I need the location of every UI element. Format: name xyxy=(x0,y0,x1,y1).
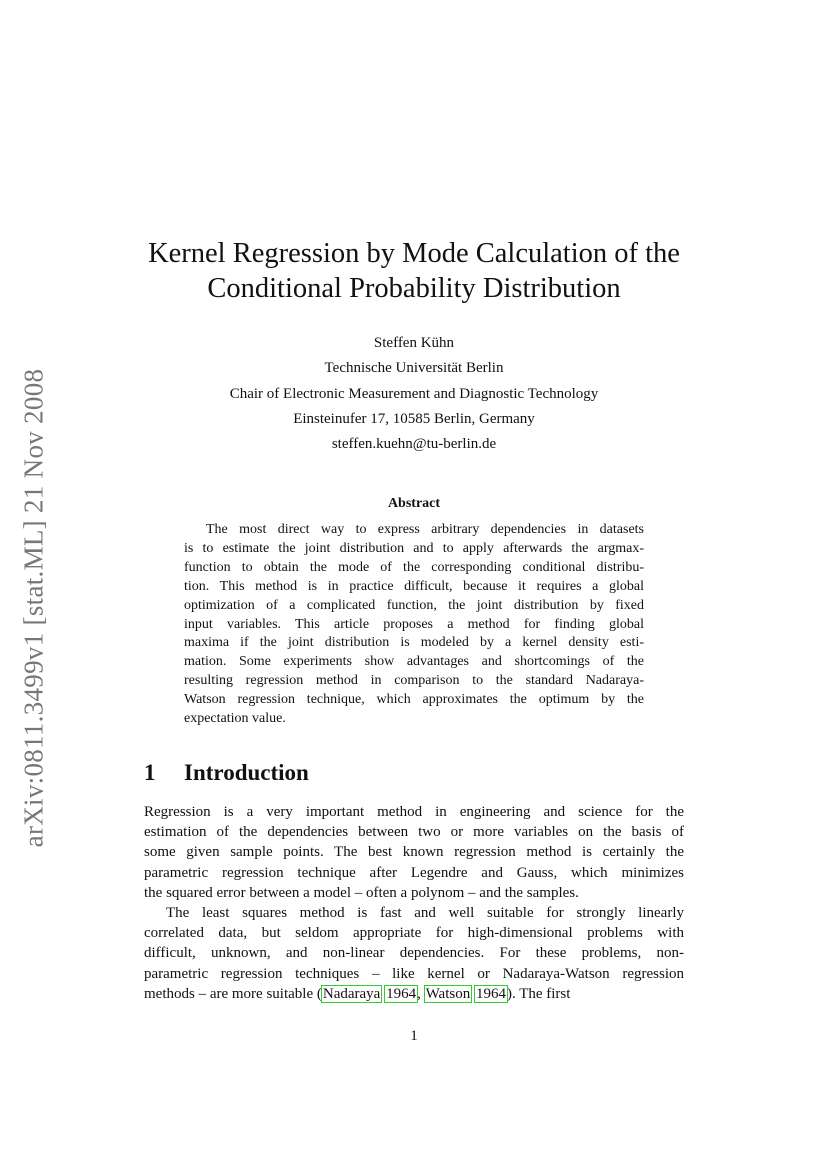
abstract-line: is to estimate the joint distribution and to apply afterwards the argmax- xyxy=(184,540,644,556)
citation-link-nadaraya-year[interactable]: 1964 xyxy=(386,985,417,1002)
body-line: The least squares method is fast and well suitable for strongly linearly xyxy=(166,905,684,922)
abstract-line: mation. Some experiments show advantages and shortcomings of the xyxy=(184,654,644,670)
author-block xyxy=(120,331,708,457)
abstract-line: expectation value. xyxy=(184,711,286,727)
body-line: correlated data, but seldom appropriate for high-dimensional problems with xyxy=(144,925,684,942)
paper-title-line-2: Conditional Probability Distribution xyxy=(207,273,621,304)
paper-title-line-1: Kernel Regression by Mode Calculation of the xyxy=(148,238,680,269)
section-number: 1 xyxy=(144,760,156,785)
body-line: some given sample points. The best known regression method is certainly the xyxy=(144,844,684,861)
page-number: 1 xyxy=(410,1028,418,1044)
body-line: estimation of the dependencies between two or more variables on the basis of xyxy=(144,824,684,841)
abstract-line: resulting regression method in comparison to the standard Nadaraya- xyxy=(184,673,644,689)
author-email: steffen.kuehn@tu-berlin.de xyxy=(331,436,497,453)
author-affiliation: Technische Universität Berlin xyxy=(324,360,504,377)
author-department: Chair of Electronic Measurement and Diagnostic Technology xyxy=(229,385,599,402)
abstract-line: optimization of a complicated function, the joint distribution by fixed xyxy=(184,597,644,613)
section-heading-introduction xyxy=(144,758,309,788)
section-title: Introduction xyxy=(184,760,309,785)
body-line: difficult, unknown, and non-linear dependencies. For these problems, non- xyxy=(144,945,684,962)
abstract-line: Watson regression technique, which approximates the optimum by the xyxy=(184,692,644,708)
abstract-line: The most direct way to express arbitrary dependencies in datasets xyxy=(206,522,644,537)
citation-suffix-text: ). The first xyxy=(506,985,571,1002)
arxiv-identifier-stamp: arXiv:0811.3499v1 [stat.ML] 21 Nov 2008 xyxy=(18,368,49,848)
abstract-body xyxy=(184,521,644,729)
citation-prefix-text: methods – are more suitable ( xyxy=(144,985,322,1002)
body-line: Regression is a very important method in engineering and science for the xyxy=(144,804,684,820)
introduction-body xyxy=(144,802,684,1004)
author-name: Steffen Kühn xyxy=(373,335,455,351)
body-line-with-citations xyxy=(144,984,684,1004)
abstract-heading: Abstract xyxy=(387,496,441,511)
body-line: parametric regression techniques – like kernel or Nadaraya-Watson regression xyxy=(144,965,684,982)
citation-separator: , xyxy=(417,985,425,1002)
body-line: parametric regression technique after Legendre and Gauss, which minimizes xyxy=(144,864,684,881)
paper-title xyxy=(120,236,708,306)
author-address: Einsteinufer 17, 10585 Berlin, Germany xyxy=(293,410,535,427)
citation-link-watson-year[interactable]: 1964 xyxy=(475,985,506,1002)
citation-link-watson-author[interactable]: Watson xyxy=(425,985,471,1002)
abstract-line: tion. This method is in practice difficult, because it requires a global xyxy=(184,578,644,594)
abstract-line: maxima if the joint distribution is modeled by a kernel density esti- xyxy=(184,635,644,651)
citation-link-nadaraya-author[interactable]: Nadaraya xyxy=(322,985,381,1002)
abstract-line: input variables. This article proposes a method for finding global xyxy=(184,616,644,632)
body-line: the squared error between a model – often a polynom – and the samples. xyxy=(144,884,579,901)
abstract-line: function to obtain the mode of the corresponding conditional distribu- xyxy=(184,559,644,575)
